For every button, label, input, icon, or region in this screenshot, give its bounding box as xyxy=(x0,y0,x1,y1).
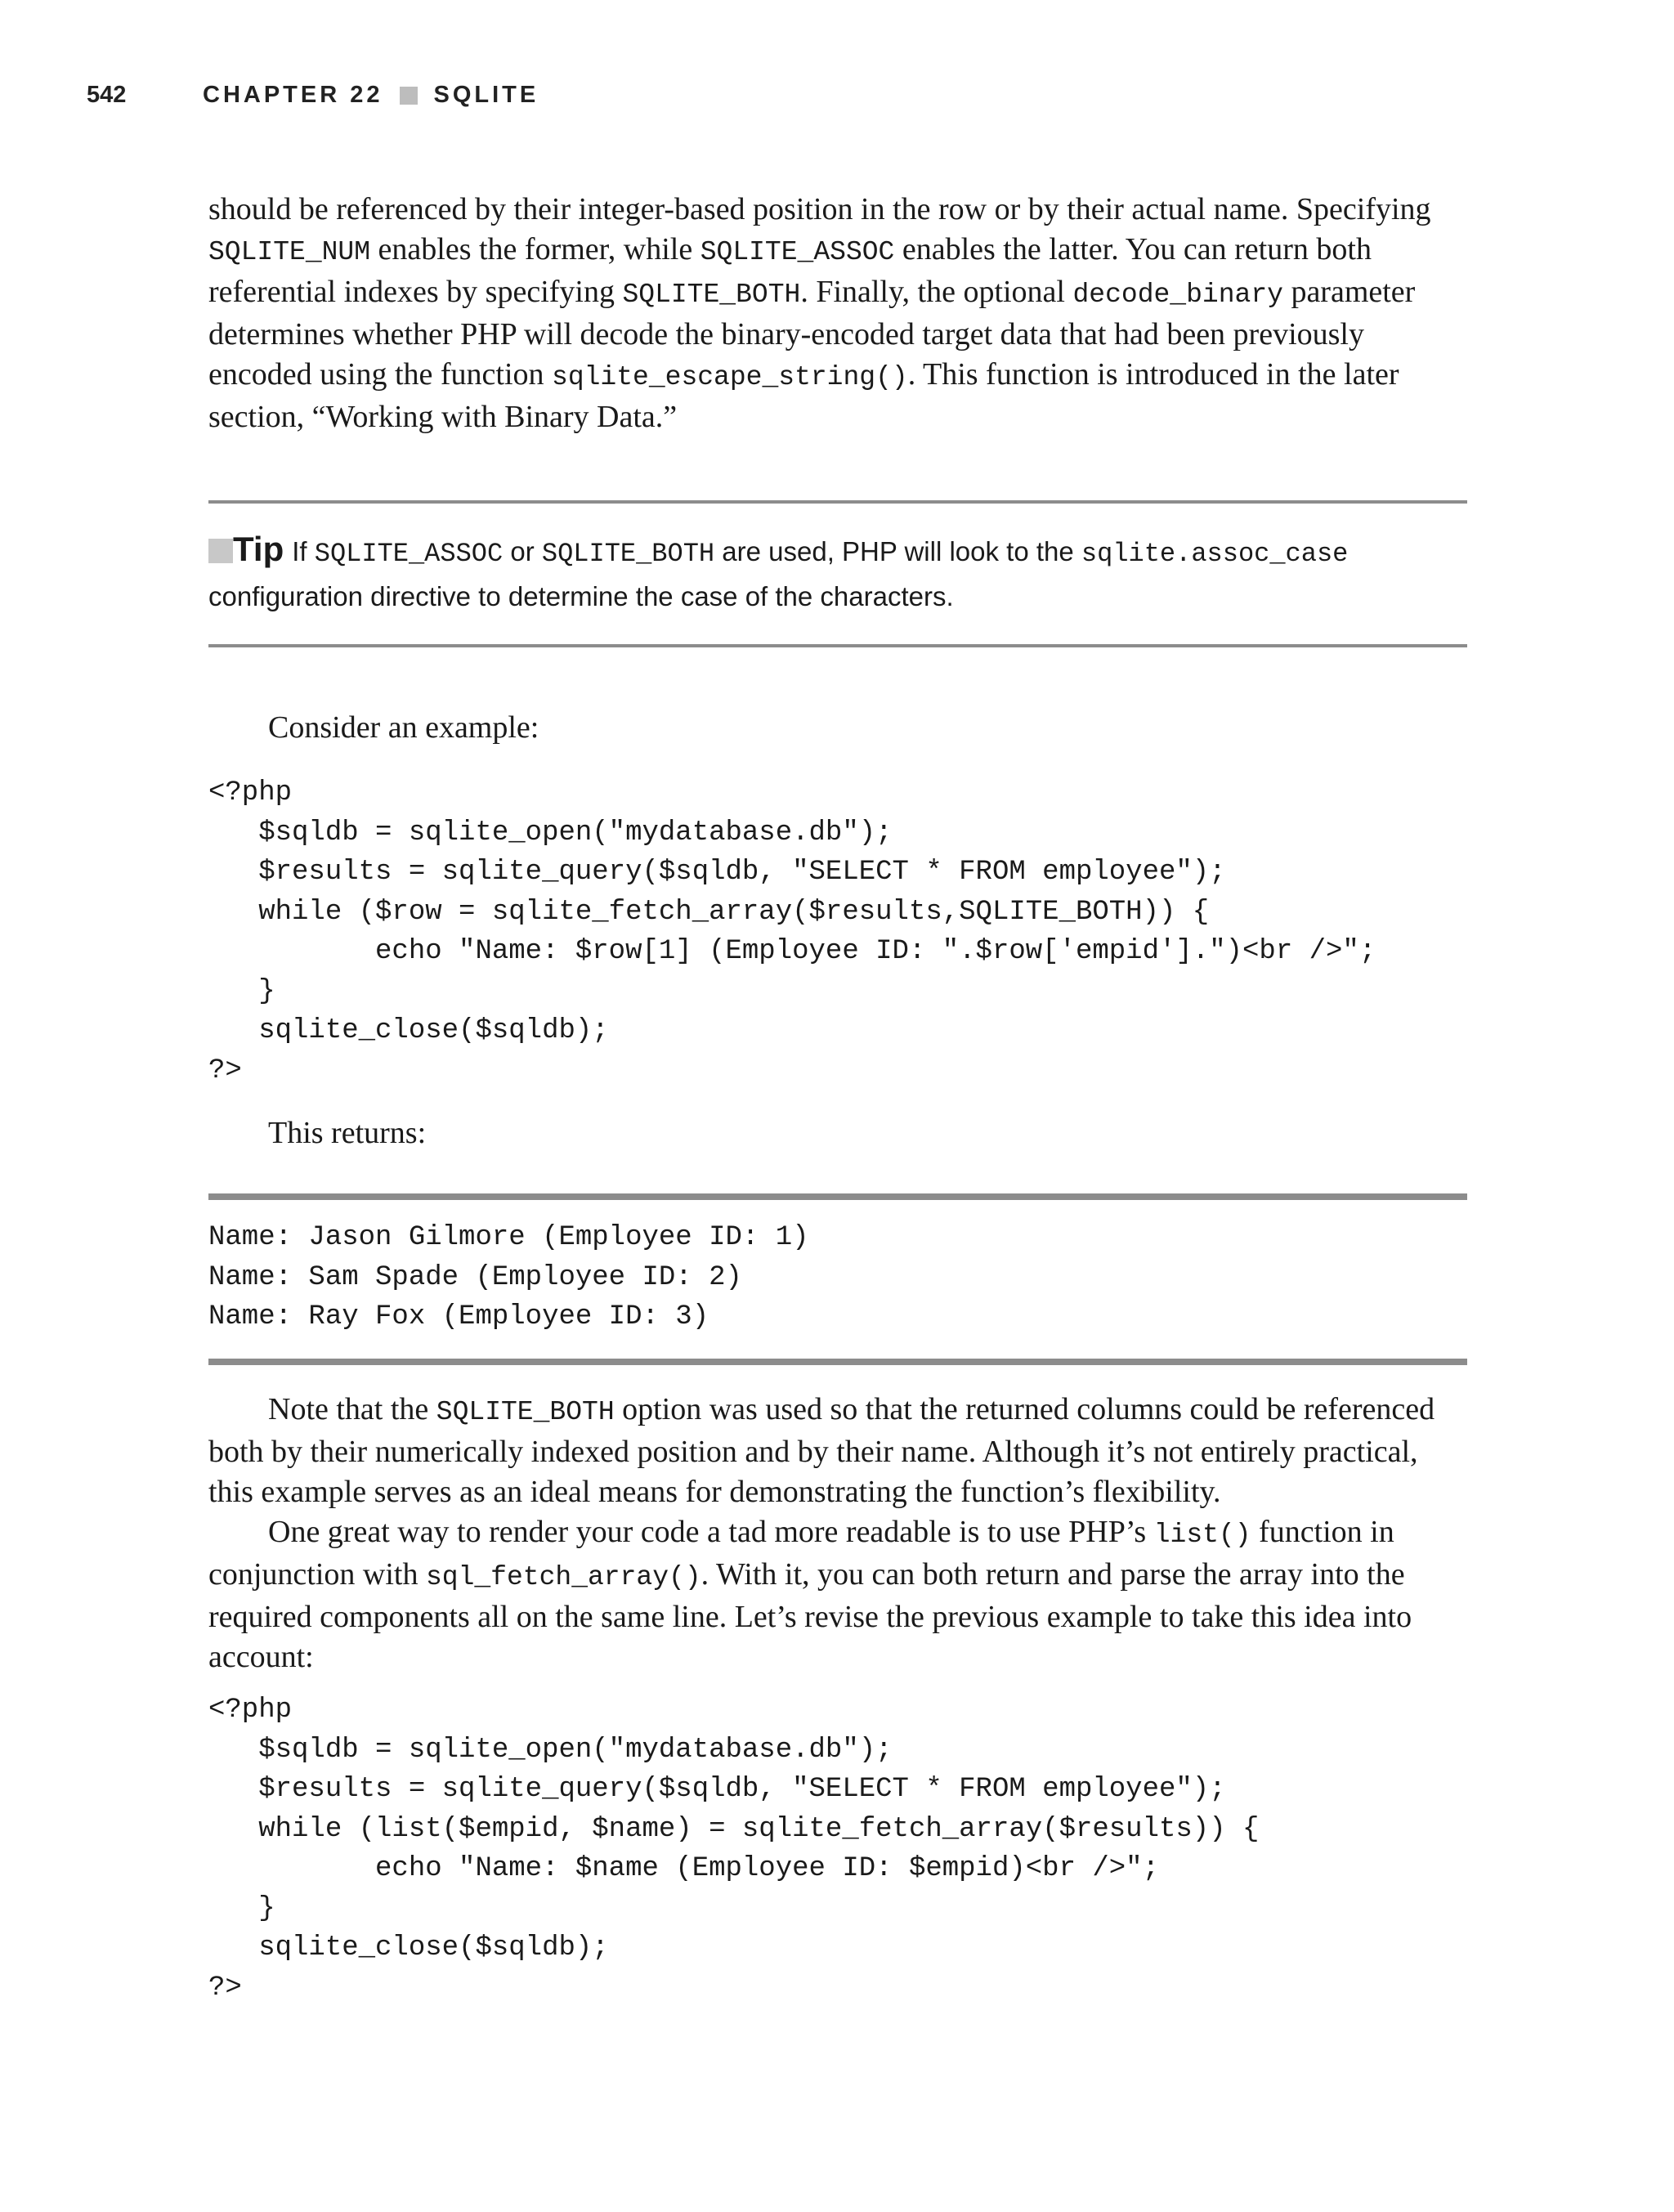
page-number: 542 xyxy=(87,82,127,108)
inline-code: SQLITE_ASSOC xyxy=(314,539,504,569)
body-section xyxy=(208,1390,1467,1677)
text-run: should be referenced by their integer-based position in the row or by their actual name. Specifying xyxy=(208,192,1431,226)
page-header xyxy=(87,82,539,109)
tip-label: Tip xyxy=(233,530,284,568)
inline-code: SQLITE_BOTH xyxy=(622,280,801,310)
output-listing: Name: Jason Gilmore (Employee ID: 1) Name: Sam Spade (Employee ID: 2) Name: Ray Fox (Employee ID: 3) xyxy=(208,1222,809,1332)
intro-paragraph xyxy=(208,190,1467,437)
consider-paragraph: Consider an example: xyxy=(268,710,539,745)
text-run: configuration directive to determine the case of the characters. xyxy=(208,581,954,611)
text-run: Note that the xyxy=(268,1392,436,1426)
text-run: . This function is introduced in the later section, “Working with Binary Data.” xyxy=(208,357,1399,434)
header-square-icon xyxy=(400,87,418,105)
output-box xyxy=(208,1193,1467,1365)
code-listing-1: <?php $sqldb = sqlite_open("mydatabase.db"); $results = sqlite_query($sqldb, "SELECT * FROM employee"); while ($row = sqlite_fetch_array($results,SQLITE_BOTH)) { echo "Name: $row[1] (Employee ID: ".$row['empid'].")<br />"; } sqlite_close($sqldb); ?> xyxy=(208,777,1376,1086)
tip-square-icon xyxy=(208,539,233,563)
inline-code: decode_binary xyxy=(1072,280,1283,310)
tip-box xyxy=(208,500,1467,647)
text-run: or xyxy=(503,536,542,566)
text-run: One great way to render your code a tad more readable is to use PHP’s xyxy=(268,1515,1154,1549)
text-run: . With it, you can both return and parse the array into the required components all on the same line. Let’s revise the previous example to take this idea into account: xyxy=(208,1557,1412,1674)
text-run: option was used so that the returned columns could be referenced both by their numerically indexed position and by their name. Although it’s not entirely practical, this example serves as an ideal means for demonstrating the function’s flexibility. xyxy=(208,1392,1435,1509)
inline-code: sqlite_escape_string() xyxy=(552,362,908,392)
text-run: function in conjunction with xyxy=(208,1515,1394,1592)
code-listing-2: <?php $sqldb = sqlite_open("mydatabase.db"); $results = sqlite_query($sqldb, "SELECT * FROM employee"); while (list($empid, $name) = sqlite_fetch_array($results)) { echo "Name: $name (Employee ID: $empid)<br />"; } sqlite_close($sqldb); ?> xyxy=(208,1695,1260,2004)
inline-code: list() xyxy=(1153,1520,1251,1550)
text-run: enables the former, while xyxy=(370,232,700,266)
inline-code: SQLITE_NUM xyxy=(208,237,371,267)
inline-code: SQLITE_ASSOC xyxy=(700,237,895,267)
text-run: enables the latter. You can return both referential indexes by specifying xyxy=(208,232,1372,309)
inline-code: SQLITE_BOTH xyxy=(436,1397,615,1427)
chapter-title: CHAPTER 22 xyxy=(203,82,383,108)
returns-paragraph: This returns: xyxy=(268,1116,427,1150)
intro-section xyxy=(208,190,1467,437)
inline-code: sql_fetch_array() xyxy=(425,1562,701,1592)
great-paragraph xyxy=(208,1512,1467,1677)
text-run: If xyxy=(292,536,315,566)
text-run: are used, PHP will look to the xyxy=(714,536,1081,566)
note-paragraph xyxy=(208,1390,1467,1512)
inline-code: SQLITE_BOTH xyxy=(541,539,715,569)
text-run: . Finally, the optional xyxy=(800,275,1073,309)
inline-code: sqlite.assoc_case xyxy=(1081,539,1349,569)
section-title: SQLITE xyxy=(433,82,539,108)
text-run: parameter determines whether PHP will decode the binary-encoded target data that had been previously encoded using the function xyxy=(208,275,1416,392)
tip-text xyxy=(208,528,1467,618)
